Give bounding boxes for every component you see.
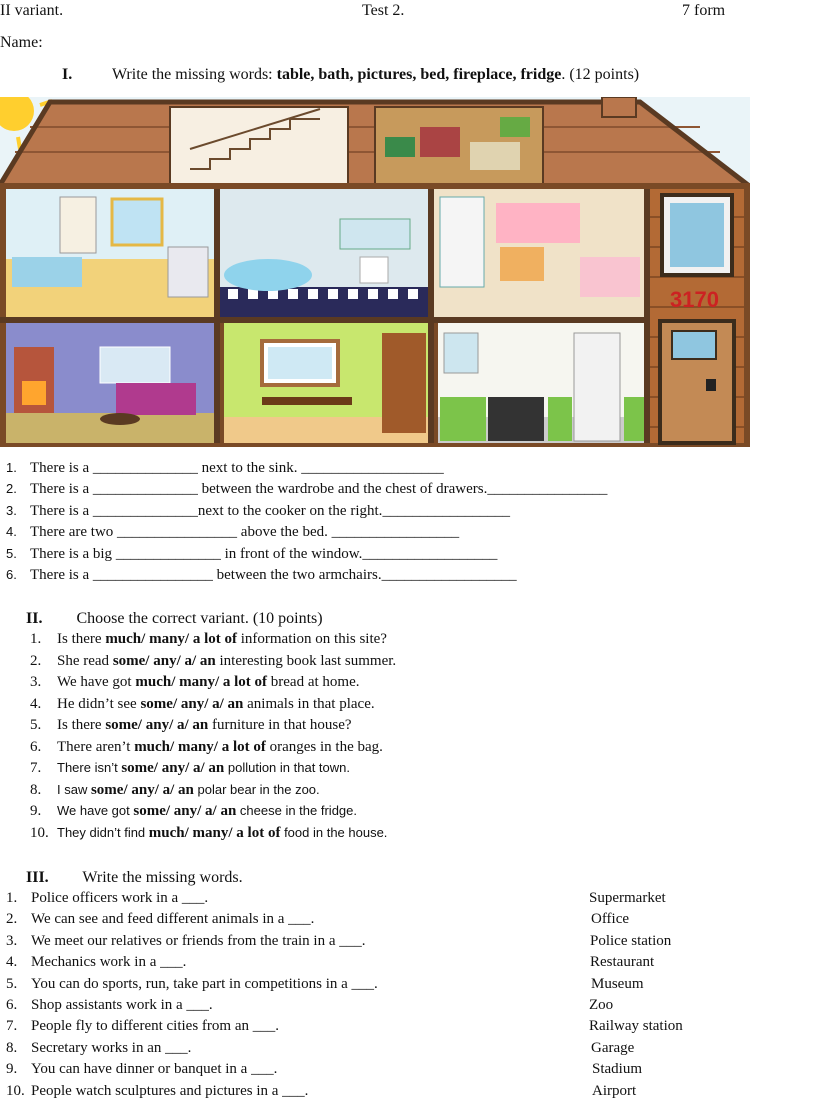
exercise3-item (6, 997, 213, 1014)
sentence-start: We have got (57, 674, 136, 690)
section1-points: . (12 points) (561, 66, 640, 83)
item-sentence: We can see and feed different animals in a ___. (31, 911, 315, 928)
test-label: Test 2. (362, 2, 405, 19)
variant-label: II variant. (0, 2, 64, 19)
answer-options: much/ many/ a lot of (134, 738, 266, 755)
word-bank-item: Garage (591, 1039, 635, 1056)
word-bank-item: Zoo (589, 997, 614, 1013)
item-number: 4. (30, 695, 42, 712)
exercise2-item (30, 674, 360, 691)
answer-options: some/ any/ a/ an (140, 695, 244, 712)
section3-heading (26, 869, 243, 887)
item-text-end: next to the sink. (197, 460, 302, 476)
item-number: 5. (6, 545, 17, 561)
sentence-start: I saw (57, 781, 91, 797)
exercise1-item (6, 481, 607, 498)
item-number: 3. (6, 932, 18, 949)
answer-options: some/ any/ a/ an (112, 652, 216, 669)
item-sentence: People watch sculptures and pictures in a ___. (31, 1082, 309, 1099)
item-text-start: There is a (30, 502, 93, 519)
word-bank-item: Police station (590, 932, 672, 949)
translation-blank: _________________ (331, 524, 460, 541)
item-text-end: above the bed. (237, 524, 332, 541)
sentence-start: They didn’t find (57, 824, 149, 840)
word-bank-item: Airport (592, 1082, 637, 1099)
answer-blank: ________________ (117, 524, 238, 541)
answer-blank: ________________ (92, 567, 213, 583)
item-sentence: People fly to different cities from an ___. (31, 1018, 279, 1035)
item-text-end: next to the cooker on the right. (197, 502, 383, 519)
item-text-start: There is a (30, 567, 93, 583)
translation-blank: _________________ (382, 502, 510, 519)
item-sentence (57, 696, 375, 712)
item-sentence (57, 760, 350, 775)
item-sentence: Shop assistants work in a ___. (31, 997, 213, 1013)
word-bank-item: Museum (591, 975, 644, 992)
house-number: 3170 (670, 287, 719, 312)
sentence-end: interesting book last summer. (215, 652, 397, 669)
section2-instruction: Choose the correct variant. (10 points) (76, 610, 323, 627)
exercise1-item (6, 546, 497, 563)
item-number: 5. (6, 975, 18, 992)
item-number: 8. (6, 1039, 18, 1056)
answer-options: some/ any/ a/ an (121, 760, 225, 776)
exercise2-item (30, 825, 387, 842)
exercise2-item (30, 803, 357, 820)
item-text-start: There are two (30, 524, 118, 541)
item-number: 1. (30, 631, 42, 647)
exercise3-item (6, 1083, 308, 1100)
sentence-start: Is there (57, 631, 106, 647)
item-number: 7. (30, 760, 42, 776)
item-number: 9. (30, 803, 42, 819)
translation-blank: ________________ (487, 481, 608, 498)
sentence-start: There aren’t (57, 738, 135, 755)
item-number: 6. (6, 997, 18, 1013)
item-number: 2. (6, 481, 17, 497)
item-number: 6. (30, 738, 42, 755)
section2-heading (26, 610, 323, 628)
item-number: 3. (6, 502, 17, 518)
item-text-end: between the two armchairs. (212, 567, 382, 583)
item-number: 4. (6, 524, 17, 540)
answer-options: much/ many/ a lot of (105, 631, 237, 647)
section3-instruction: Write the missing words. (82, 869, 243, 886)
sentence-start: There isn’t (57, 760, 122, 775)
sentence-start: She read (57, 652, 113, 669)
name-label: Name: (0, 34, 43, 51)
section3-numeral: III. (26, 869, 49, 886)
sentence-start: Is there (57, 717, 106, 733)
item-number: 1. (6, 460, 17, 475)
word-bank-item: Railway station (589, 1018, 683, 1035)
exercise3-item (6, 911, 314, 928)
item-number: 10. (6, 1082, 25, 1099)
item-sentence: Secretary works in an ___. (31, 1039, 192, 1056)
item-number: 4. (6, 954, 18, 971)
item-text-end: in front of the window. (220, 545, 363, 562)
word-bank-item: Supermarket (589, 890, 666, 906)
item-text-start: There is a (30, 460, 93, 476)
item-number: 7. (6, 1018, 18, 1035)
item-text-start: There is a big (30, 545, 116, 562)
exercise2-item (30, 760, 350, 777)
item-sentence: Police officers work in a ___. (31, 890, 209, 906)
answer-options: some/ any/ a/ an (90, 781, 194, 798)
exercise2-item (30, 653, 396, 670)
exercise2-item (30, 696, 375, 713)
exercise3-item (6, 1040, 191, 1057)
answer-blank: ______________ (115, 545, 221, 562)
house-illustration (0, 97, 750, 447)
sentence-end: bread at home. (267, 674, 360, 690)
sentence-end: polar bear in the zoo. (193, 781, 320, 797)
section1-words: table, bath, pictures, bed, fireplace, fridge (276, 66, 562, 83)
item-number: 5. (30, 717, 42, 733)
sentence-end: food in the house. (280, 824, 388, 840)
answer-blank: ______________ (92, 460, 198, 476)
exercise3-item (6, 933, 366, 950)
translation-blank: ___________________ (301, 460, 444, 476)
item-sentence: You can do sports, run, take part in competitions in a ___. (31, 975, 378, 992)
exercise3-item (6, 954, 186, 971)
item-number: 9. (6, 1061, 18, 1078)
section1-instruction: Write the missing words: (111, 66, 277, 83)
item-sentence (57, 631, 387, 647)
answer-blank: ______________ (92, 502, 198, 519)
sentence-end: pollution in that town. (224, 760, 350, 775)
exercise3-item (6, 1061, 277, 1078)
section2-numeral: II. (26, 610, 43, 627)
sentence-end: information on this site? (236, 631, 387, 647)
item-sentence (57, 825, 387, 840)
exercise3-item (6, 1018, 279, 1035)
sentence-end: cheese in the fridge. (236, 803, 358, 818)
answer-options: some/ any/ a/ an (105, 717, 209, 733)
translation-blank: __________________ (381, 567, 517, 583)
exercise2-item (30, 717, 352, 734)
item-number: 3. (30, 674, 42, 690)
section1-heading (62, 66, 639, 84)
item-number: 2. (6, 911, 18, 928)
exercise3-item (6, 890, 208, 907)
item-number: 1. (6, 890, 18, 906)
item-sentence: You can have dinner or banquet in a ___. (31, 1061, 278, 1078)
form-label: 7 form (682, 2, 726, 19)
section1-numeral: I. (62, 66, 73, 83)
item-sentence (57, 782, 320, 797)
sentence-end: oranges in the bag. (265, 738, 383, 755)
exercise1-item (6, 567, 517, 584)
exercise1-item (6, 503, 510, 520)
item-number: 10. (30, 824, 49, 841)
item-sentence (57, 674, 360, 690)
item-sentence (57, 739, 383, 755)
exercise2-item (30, 782, 320, 799)
sentence-start: He didn’t see (57, 695, 141, 712)
item-number: 2. (30, 652, 42, 669)
exercise3-item (6, 976, 378, 993)
exercise2-item (30, 631, 387, 648)
answer-options: some/ any/ a/ an (133, 803, 237, 819)
item-sentence (57, 653, 396, 669)
translation-blank: __________________ (362, 545, 498, 562)
item-text-end: between the wardrobe and the chest of drawers. (197, 481, 488, 498)
answer-blank: ______________ (92, 481, 198, 498)
sentence-end: animals in that place. (243, 695, 375, 712)
exercise1-item (6, 524, 459, 541)
answer-options: much/ many/ a lot of (135, 674, 268, 690)
item-sentence (57, 803, 357, 818)
sentence-end: furniture in that house? (208, 717, 352, 733)
item-sentence: We meet our relatives or friends from the train in a ___. (31, 932, 366, 949)
item-number: 8. (30, 781, 42, 798)
word-bank-item: Stadium (592, 1061, 643, 1078)
item-number: 6. (6, 567, 17, 582)
exercise1-item (6, 460, 444, 477)
house-drawing (0, 97, 750, 447)
word-bank-item: Office (591, 911, 630, 928)
exercise2-item (30, 739, 383, 756)
word-bank-item: Restaurant (590, 954, 655, 971)
item-sentence (57, 717, 352, 733)
sentence-start: We have got (57, 803, 134, 818)
answer-options: much/ many/ a lot of (148, 824, 281, 841)
item-sentence: Mechanics work in a ___. (31, 954, 187, 971)
item-text-start: There is a (30, 481, 93, 498)
